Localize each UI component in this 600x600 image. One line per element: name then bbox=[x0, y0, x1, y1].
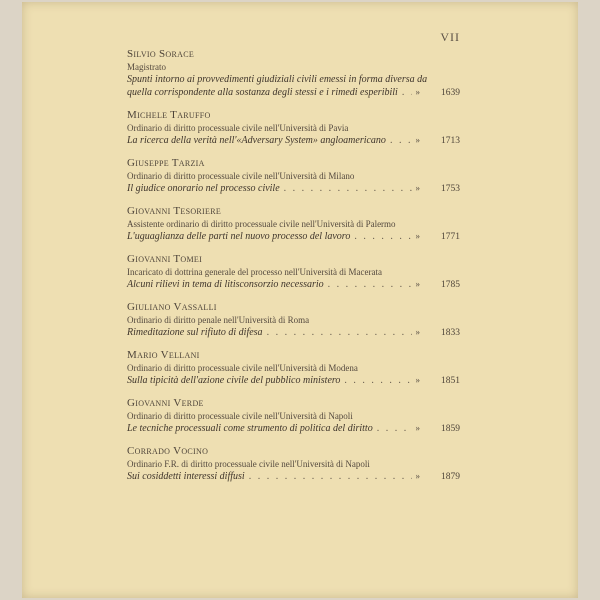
entry-page-number: 1833 bbox=[441, 328, 460, 338]
dot-leader bbox=[344, 374, 411, 387]
entry-title-line bbox=[127, 182, 460, 196]
entry-title: Sulla tipicità dell'azione civile del pubblico ministero bbox=[127, 375, 341, 386]
entry-affiliation: Ordinario di diritto processuale civile nell'Università di Pavia bbox=[127, 123, 349, 133]
entry-title-line bbox=[127, 134, 460, 148]
toc-entry bbox=[127, 48, 460, 100]
toc-entry bbox=[127, 397, 460, 436]
ditto-marker: » bbox=[415, 327, 420, 337]
book-page bbox=[22, 2, 578, 598]
toc-entry bbox=[127, 301, 460, 340]
entry-author: Giuliano Vassalli bbox=[127, 301, 217, 313]
entry-page-number: 1879 bbox=[441, 472, 460, 482]
entry-title-line bbox=[127, 470, 460, 484]
ditto-marker: » bbox=[415, 87, 420, 97]
entry-author: Michele Taruffo bbox=[127, 109, 211, 121]
entry-title-line bbox=[127, 278, 460, 292]
toc-entry bbox=[127, 205, 460, 244]
entry-author: Silvio Sorace bbox=[127, 48, 195, 60]
ditto-marker: » bbox=[415, 231, 420, 241]
entry-title: Alcuni rilievi in tema di litisconsorzio necessario bbox=[127, 279, 324, 290]
entry-page-number: 1859 bbox=[441, 424, 460, 434]
toc-entry bbox=[127, 349, 460, 388]
entry-title-first-line: Spunti intorno ai provvedimenti giudiziali civili emessi in forma diversa da bbox=[127, 74, 428, 85]
dot-leader bbox=[402, 86, 412, 99]
entry-title: Le tecniche processuali come strumento di politica del diritto bbox=[127, 423, 373, 434]
entry-author: Giovanni Tesoriere bbox=[127, 205, 222, 217]
dot-leader bbox=[377, 422, 412, 435]
entry-title-line bbox=[127, 422, 460, 436]
entry-page-number: 1639 bbox=[441, 88, 460, 98]
ditto-marker: » bbox=[415, 183, 420, 193]
ditto-marker: » bbox=[415, 471, 420, 481]
entry-title: Sui cosiddetti interessi diffusi bbox=[127, 471, 245, 482]
toc-entry bbox=[127, 109, 460, 148]
entry-affiliation: Ordinario di diritto processuale civile nell'Università di Milano bbox=[127, 171, 355, 181]
entry-affiliation: Ordinario F.R. di diritto processuale civile nell'Università di Napoli bbox=[127, 459, 370, 469]
entry-title-line bbox=[127, 374, 460, 388]
entry-affiliation: Ordinario di diritto processuale civile nell'Università di Napoli bbox=[127, 411, 353, 421]
entry-title: Il giudice onorario nel processo civile bbox=[127, 183, 280, 194]
entry-page-number: 1851 bbox=[441, 376, 460, 386]
entry-title-line bbox=[127, 230, 460, 244]
entry-affiliation: Magistrato bbox=[127, 62, 166, 72]
entry-affiliation: Incaricato di dottrina generale del processo nell'Università di Macerata bbox=[127, 267, 383, 277]
entry-author: Giovanni Tomei bbox=[127, 253, 203, 265]
dot-leader bbox=[249, 470, 412, 483]
entry-author: Giovanni Verde bbox=[127, 397, 204, 409]
entry-affiliation: Ordinario di diritto penale nell'Università di Roma bbox=[127, 315, 310, 325]
ditto-marker: » bbox=[415, 423, 420, 433]
toc-entry bbox=[127, 157, 460, 196]
entry-title: La ricerca della verità nell'«Adversary System» angloamericano bbox=[127, 135, 386, 146]
dot-leader bbox=[390, 134, 412, 147]
table-of-contents bbox=[127, 48, 460, 493]
entry-page-number: 1771 bbox=[441, 232, 460, 242]
ditto-marker: » bbox=[415, 279, 420, 289]
entry-title-line bbox=[127, 326, 460, 340]
dot-leader bbox=[267, 326, 412, 339]
entry-title: L'uguaglianza delle parti nel nuovo processo del lavoro bbox=[127, 231, 351, 242]
entry-author: Mario Vellani bbox=[127, 349, 200, 361]
ditto-marker: » bbox=[415, 135, 420, 145]
entry-author: Giuseppe Tarzia bbox=[127, 157, 205, 169]
entry-affiliation: Assistente ordinario di diritto processuale civile nell'Università di Palermo bbox=[127, 219, 396, 229]
entry-author: Corrado Vocino bbox=[127, 445, 209, 457]
entry-affiliation: Ordinario di diritto processuale civile nell'Università di Modena bbox=[127, 363, 358, 373]
entry-page-number: 1713 bbox=[441, 136, 460, 146]
toc-entry bbox=[127, 253, 460, 292]
dot-leader bbox=[328, 278, 412, 291]
entry-page-number: 1753 bbox=[441, 184, 460, 194]
toc-entry bbox=[127, 445, 460, 484]
entry-title: Rimeditazione sul rifiuto di difesa bbox=[127, 327, 263, 338]
dot-leader bbox=[354, 230, 411, 243]
page-folio: VII bbox=[440, 30, 460, 44]
entry-title-line bbox=[127, 86, 460, 100]
ditto-marker: » bbox=[415, 375, 420, 385]
dot-leader bbox=[284, 182, 412, 195]
entry-page-number: 1785 bbox=[441, 280, 460, 290]
entry-title: quella corrispondente alla sostanza degli stessi e i rimedi esperibili bbox=[127, 87, 398, 98]
